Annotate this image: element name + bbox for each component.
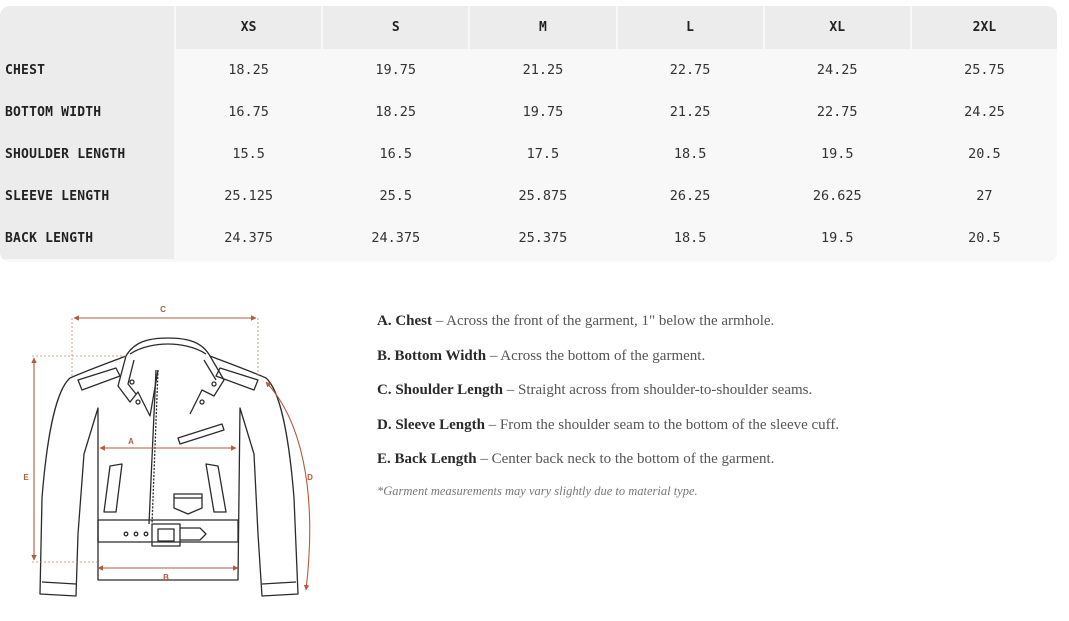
row-label-chest: CHEST (0, 49, 174, 91)
legend-item-sleeve-length (377, 413, 1057, 448)
table-corner (0, 6, 174, 49)
row-label-sleeve-length: SLEEVE LENGTH (0, 175, 174, 217)
table-cell: 25.75 (912, 49, 1057, 91)
jacket-measurement-diagram (18, 298, 330, 604)
table-cell: 27 (912, 175, 1057, 217)
legend-term: C. Shoulder Length (377, 382, 504, 398)
legend-desc: – Straight across from shoulder-to-shoulder seams. (503, 382, 813, 398)
table-cell: 19.75 (470, 91, 615, 133)
table-cell: 24.375 (176, 217, 321, 259)
table-cell: 25.125 (176, 175, 321, 217)
table-cell: 18.5 (618, 217, 763, 259)
measure-label-d: D (307, 473, 313, 482)
row-label-bottom-width: BOTTOM WIDTH (0, 91, 174, 133)
table-cell: 26.625 (765, 175, 910, 217)
measure-arrow-d (266, 382, 310, 590)
size-header-2xl: 2XL (912, 6, 1057, 49)
legend-term: E. Back Length (377, 451, 477, 467)
table-cell: 18.25 (176, 49, 321, 91)
table-cell: 19.5 (765, 133, 910, 175)
table-cell: 18.5 (618, 133, 763, 175)
legend-desc: – From the shoulder seam to the bottom of the sleeve cuff. (484, 416, 840, 433)
legend-desc: – Across the bottom of the garment. (486, 347, 706, 364)
size-header-m: M (470, 6, 615, 49)
measurement-note: *Garment measurements may vary slightly due to material type. (377, 483, 698, 498)
table-cell: 25.5 (323, 175, 468, 217)
table-cell: 21.25 (618, 91, 763, 133)
table-cell: 22.75 (618, 49, 763, 91)
table-cell: 15.5 (176, 133, 321, 175)
size-chart-table (0, 6, 1057, 262)
measure-label-c: C (160, 305, 166, 314)
measure-label-a: A (128, 437, 134, 446)
table-cell: 24.25 (765, 49, 910, 91)
size-header-xl: XL (765, 6, 910, 49)
table-cell: 16.5 (323, 133, 468, 175)
table-cell: 16.75 (176, 91, 321, 133)
legend-term: A. Chest (377, 313, 432, 329)
legend-item-back-length (377, 447, 1057, 482)
table-cell: 19.5 (765, 217, 910, 259)
table-cell: 24.25 (912, 91, 1057, 133)
table-cell: 21.25 (470, 49, 615, 91)
legend-term: D. Sleeve Length (377, 416, 485, 433)
jacket-icon (40, 338, 298, 596)
size-header-s: S (323, 6, 468, 49)
table-cell: 19.75 (323, 49, 468, 91)
table-cell: 26.25 (618, 175, 763, 217)
row-label-back-length: BACK LENGTH (0, 217, 174, 259)
table-cell: 18.25 (323, 91, 468, 133)
legend-item-chest (377, 309, 1057, 344)
size-header-l: L (618, 6, 763, 49)
measure-label-b: B (163, 573, 169, 582)
legend-desc: – Across the front of the garment, 1" below the armhole. (432, 313, 775, 329)
table-cell: 17.5 (470, 133, 615, 175)
measure-label-e: E (23, 473, 29, 482)
table-cell: 22.75 (765, 91, 910, 133)
table-cell: 24.375 (323, 217, 468, 259)
table-cell: 25.875 (470, 175, 615, 217)
size-header-xs: XS (176, 6, 321, 49)
legend-desc: – Center back neck to the bottom of the garment. (476, 451, 775, 467)
measurement-legend (377, 309, 1057, 500)
row-label-shoulder-length: SHOULDER LENGTH (0, 133, 174, 175)
table-cell: 20.5 (912, 133, 1057, 175)
table-cell: 25.375 (470, 217, 615, 259)
table-cell: 20.5 (912, 217, 1057, 259)
legend-item-bottom-width (377, 344, 1057, 379)
legend-item-shoulder-length (377, 378, 1057, 413)
legend-term: B. Bottom Width (377, 347, 487, 364)
